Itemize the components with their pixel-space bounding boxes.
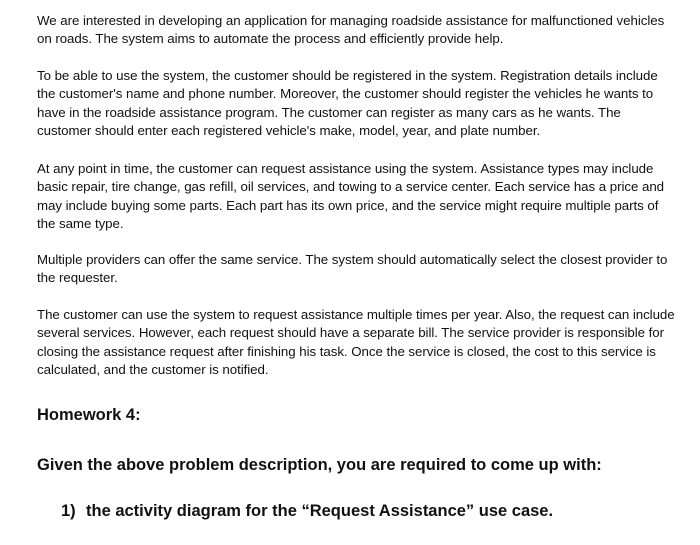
paragraph-registration: To be able to use the system, the customer should be registered in the system. Registration details include the customer's name and phone number. Moreover, the customer should register the vehicles he wants to have in the roadside assistance program. The customer can register as many cars as he wants. The customer should enter each registered vehicle's make, model, year, and plate number. [37,68,658,138]
paragraph-assistance-request: At any point in time, the customer can request assistance using the system. Assistance types may include basic repair, tire change, gas refill, oil services, and towing to a service center. Each service has a price and may include buying some parts. Each part has its own price, and the service might require multiple parts of the same type. [37,161,665,231]
homework-heading: Homework 4: [37,406,141,424]
task-item [61,501,553,521]
paragraph-providers: Multiple providers can offer the same service. The system should automatically select the closest provider to the requester. [37,252,668,286]
paragraph-billing: The customer can use the system to request assistance multiple times per year. Also, the request can include several services. However, each request should have a separate bill. The service provider is responsible for closing the assistance request after finishing his task. Once the service is closed, the cost to this service is calculated, and the customer is notified. [37,307,675,377]
task-text: the activity diagram for the “Request Assistance” use case. [86,502,554,520]
task-number: 1) [61,502,76,520]
instruction-heading: Given the above problem description, you are required to come up with: [37,456,602,474]
paragraph-introduction: We are interested in developing an application for managing roadside assistance for malfunctioned vehicles on roads. The system aims to automate the process and efficiently provide help. [37,13,665,47]
